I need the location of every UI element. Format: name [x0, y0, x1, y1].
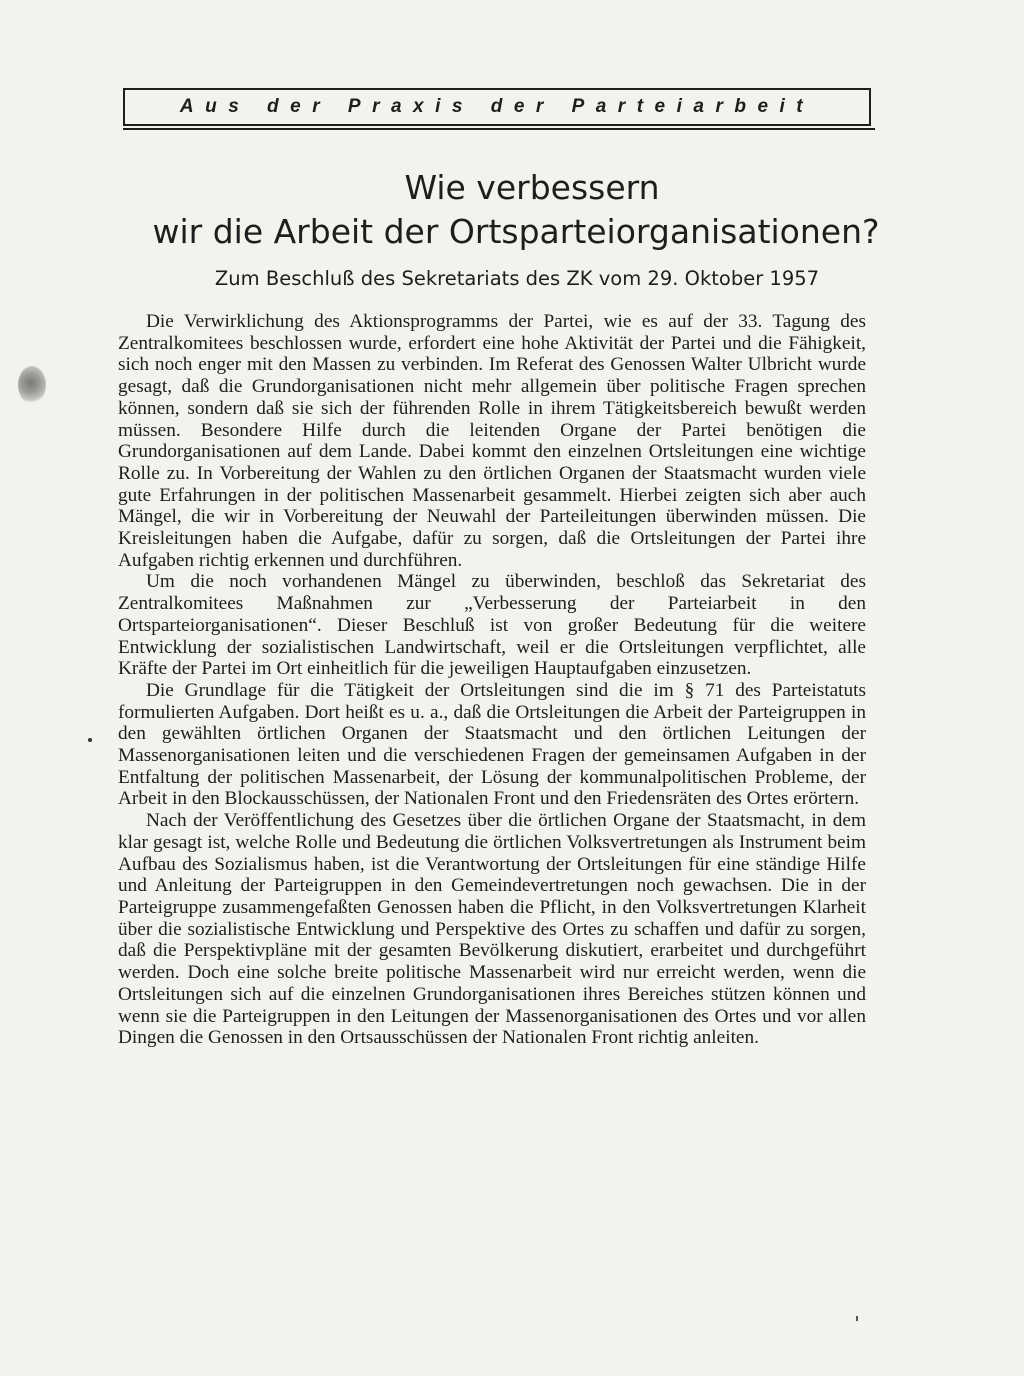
article-title-line-1: Wie verbessern: [404, 168, 660, 207]
article-subtitle: Zum Beschluß des Sekretariats des ZK vom 29. Oktober 1957: [214, 267, 820, 290]
paragraph-1: Die Verwirklichung des Aktionsprogramms der Partei, wie es auf der 33. Tagung des Zentralkomitees beschlossen wurde, erfordert eine hohe Aktivität der Partei und die Fähigkeit, sich noch enger mit den Massen zu verbinden. Im Referat des Genossen Walter Ulbricht wurde gesagt, daß die Grundorganisationen nicht mehr allgemein über politische Fragen sprechen können, sondern daß sie sich der führenden Rolle in ihrem Tätigkeitsbereich bewußt werden müssen. Besondere Hilfe durch die leitenden Organe der Partei benötigen die Grundorganisationen auf dem Lande. Dabei kommt den einzelnen Ortsleitungen eine wichtige Rolle zu. In Vorbereitung der Wahlen zu den örtlichen Organen der Staatsmacht wurden viele gute Erfahrungen in der politischen Massenarbeit gesammelt. Hierbei zeigten sich aber auch Mängel, die wir in Vorbereitung der Neuwahl der Parteileitungen überwinden müssen. Die Kreisleitungen haben die Aufgabe, dafür zu sorgen, daß die Ortsleitungen der Partei ihre Aufgaben richtig erkennen und durchführen.: [118, 311, 866, 571]
article-title: [0, 166, 1024, 254]
paper-stain: [18, 366, 46, 404]
paragraph-3: Die Grundlage für die Tätigkeit der Ortsleitungen sind die im § 71 des Parteistatuts formulierten Aufgaben. Dort heißt es u. a., daß die Ortsleitungen die Arbeit der Parteigruppen in den gewählten örtlichen Organen der Staatsmacht und den örtlichen Leitungen der Massenorganisationen leiten und die verschiedenen Fragen der gemeinsamen Aufgaben in der Entfaltung der politischen Massenarbeit, der Lösung der kommunalpolitischen Probleme, der Arbeit in den Blockausschüssen, der Nationalen Front und den Friedensräten des Ortes erörtern.: [118, 679, 866, 810]
section-rubric: Aus der Praxis der Parteiarbeit: [179, 96, 815, 117]
section-rubric-box: [123, 88, 871, 126]
article-title-line-2: wir die Arbeit der Ortsparteiorganisationen?: [152, 212, 880, 251]
paragraph-2: Um die noch vorhandenen Mängel zu überwinden, beschloß das Sekretariat des Zentralkomitees Maßnahmen zur „Verbesserung der Parteiarbeit in den Ortsparteiorganisationen“. Dieser Beschluß ist von großer Bedeutung für die weitere Entwicklung der sozialistischen Landwirtschaft, weil er die Ortsleitungen verpflichtet, alle Kräfte der Partei im Ort einheitlich für die jeweiligen Hauptaufgaben einzusetzen.: [118, 571, 866, 680]
paragraph-4: Nach der Veröffentlichung des Gesetzes über die örtlichen Organe der Staatsmacht, in dem klar gesagt ist, welche Rolle und Bedeutung die örtlichen Volksvertretungen als Instrument beim Aufbau des Sozialismus haben, ist die Verantwortung der Ortsleitungen für eine ständige Hilfe und Anleitung der Parteigruppen in den Gemeindevertretungen noch gewachsen. Die in der Parteigruppe zusammengefaßten Genossen haben die Pflicht, in den Volksvertretungen Klarheit über die sozialistische Entwicklung und Perspektive des Ortes zu schaffen und dafür zu sorgen, daß die Perspektivpläne mit der gesamten Bevölkerung diskutiert, erarbeitet und durchgeführt werden. Doch eine solche breite politische Massenarbeit wird nur erreicht werden, wenn die Ortsleitungen sich auf die einzelnen Grundorganisationen ihres Bereiches stützen können und wenn sie die Parteigruppen in den Leitungen der Massenorganisationen des Ortes und vor allen Dingen die Genossen in den Ortsausschüssen der Nationalen Front richtig anleiten.: [118, 810, 866, 1049]
margin-mark: [856, 1316, 858, 1321]
margin-dot: [88, 738, 92, 742]
article-body: [118, 311, 866, 1049]
